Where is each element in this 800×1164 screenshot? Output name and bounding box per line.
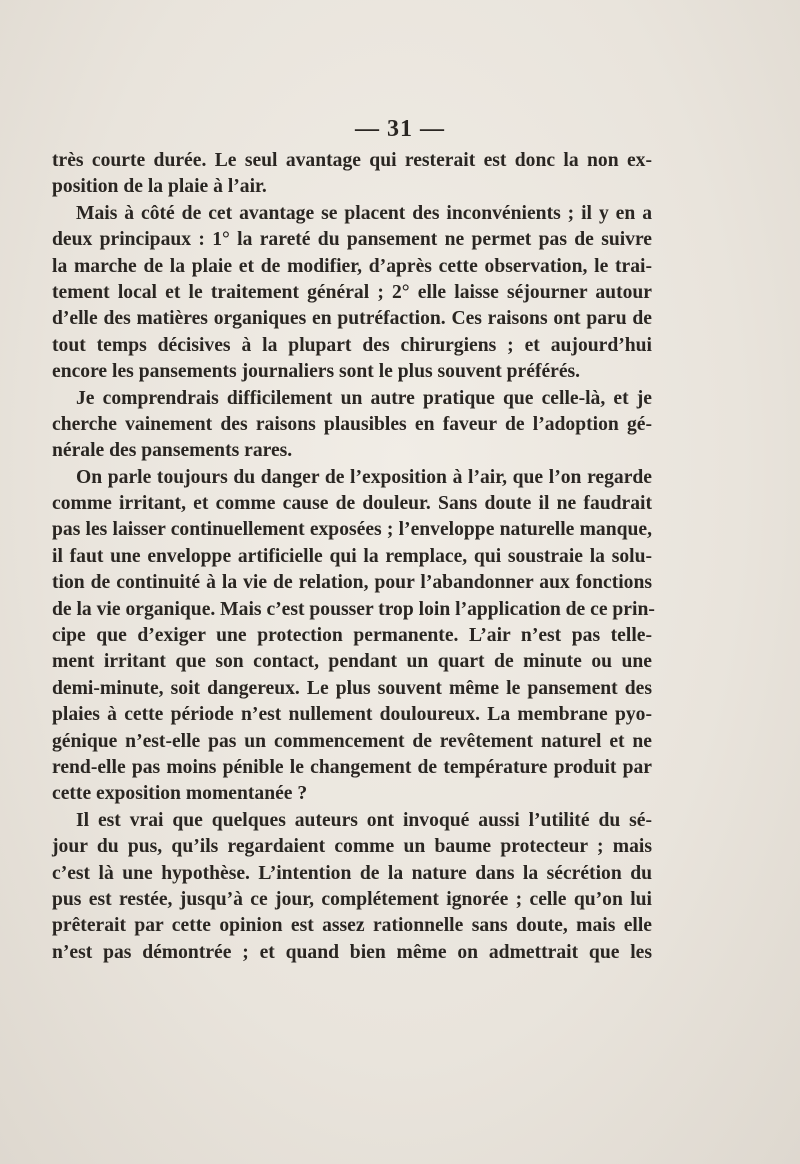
text-line: tement local et le traitement général ; 2° elle laisse séjourner autour xyxy=(52,281,652,303)
text-line: pus est restée, jusqu’à ce jour, complétement ignorée ; celle qu’on lui xyxy=(52,888,652,910)
text-line: la marche de la plaie et de modifier, d’après cette observation, le trai- xyxy=(52,255,652,277)
text-line: d’elle des matières organiques en putréfaction. Ces raisons ont paru de xyxy=(52,308,652,330)
text-line: cette exposition momentanée ? xyxy=(52,783,308,805)
text-line: tout temps décisives à la plupart des chirurgiens ; et aujourd’hui xyxy=(52,334,652,356)
text-line: comme irritant, et comme cause de douleur. Sans doute il ne faudrait xyxy=(52,493,652,515)
text-line: n’est pas démontrée ; et quand bien même on admettrait que les xyxy=(52,941,652,963)
text-line: tion de continuité à la vie de relation, pour l’abandonner aux fonctions xyxy=(52,572,652,594)
text-line: Je comprendrais difficilement un autre pratique que celle-là, et je xyxy=(76,387,652,409)
page-number: — 31 — xyxy=(355,116,445,142)
text-line: cherche vainement des raisons plausibles en faveur de l’adoption gé- xyxy=(52,413,652,435)
text-line: très courte durée. Le seul avantage qui resterait est donc la non ex- xyxy=(52,150,652,171)
text-line: de la vie organique. Mais c’est pousser trop loin l’application de ce prin- xyxy=(52,598,655,620)
text-line: deux principaux : 1° la rareté du pansement ne permet pas de suivre xyxy=(52,229,652,251)
text-line: demi-minute, soit dangereux. Le plus souvent même le pansement des xyxy=(52,677,652,699)
text-line: jour du pus, qu’ils regardaient comme un baume protecteur ; mais xyxy=(52,836,652,858)
text-line: On parle toujours du danger de l’exposition à l’air, que l’on regarde xyxy=(76,466,652,488)
text-line: position de la plaie à l’air. xyxy=(52,176,267,198)
body-text xyxy=(52,148,655,966)
text-line: ment irritant que son contact, pendant un quart de minute ou une xyxy=(52,651,652,673)
text-line: Il est vrai que quelques auteurs ont invoqué aussi l’utilité du sé- xyxy=(76,809,652,831)
text-line: il faut une enveloppe artificielle qui la remplace, qui soustraie la solu- xyxy=(52,545,652,567)
text-line: cipe que d’exiger une protection permanente. L’air n’est pas telle- xyxy=(52,625,652,647)
text-line: pas les laisser continuellement exposées ; l’enveloppe naturelle manque, xyxy=(52,519,652,541)
text-line: encore les pansements journaliers sont le plus souvent préférés. xyxy=(52,361,581,383)
text-line: Mais à côté de cet avantage se placent des inconvénients ; il y en a xyxy=(76,202,652,224)
text-line: génique n’est-elle pas un commencement de revêtement naturel et ne xyxy=(52,730,652,752)
text-line: prêterait par cette opinion est assez rationnelle sans doute, mais elle xyxy=(52,915,652,937)
text-line: rend-elle pas moins pénible le changement de température produit par xyxy=(52,756,652,778)
text-line: c’est là une hypothèse. L’intention de la nature dans la sécrétion du xyxy=(52,862,652,884)
text-line: plaies à cette période n’est nullement douloureux. La membrane pyo- xyxy=(52,704,652,726)
text-line: nérale des pansements rares. xyxy=(52,440,293,462)
